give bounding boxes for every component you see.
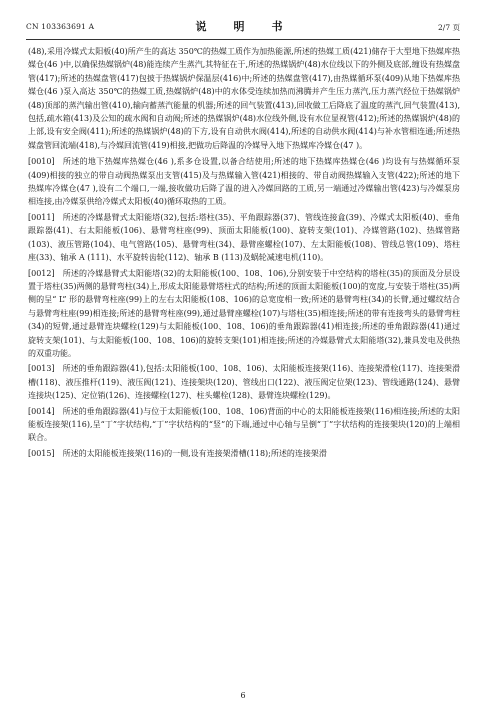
paragraph-text: (48),采用冷媒式太阳板(40)所产生的高达 350℃的热媒工质作为加热能源,所述的热媒工质(421)储存于大型地下热媒库热媒仓(46 )中,以确保热媒锅炉(48)能连续产生蒸汽,其特征在于,所述的热媒锅炉(48)水位线以下的外侧及底部,缠设有热媒盘管(417);所述的热媒盘管(417)包披于热媒锅炉保温层(416)中;所述的热媒盘管(417),由热媒循环泵(409)从地下热媒库热媒仓(46 )泵入高达 350℃的热媒工质,热媒锅炉(48)中的水体受连续加热而沸腾并产生压力蒸汽,压力蒸汽经位于热媒锅炉(48)顶部的蒸汽输出管(410),输向蓄蒸汽能量的机器;所述的回气装置(413),回收做工后降底了温度的蒸汽,回气装置(413),包括,疏水箱(413)及公知的疏水阀和自动阀;所述的热媒锅炉(48)水位线外侧,设有水位显视管(412);所述的热媒锅炉(48)的上部,设有安全阀(411);所述的热媒锅炉(48)的下方,设有自动供水阀(414),所述的自动供水阀(414)与补水管相连通;所述热媒盘管回流端(418),与冷媒回流管(419)相接,把做功后降温的冷媒导入地下热媒库冷媒仓(47 )。: [28, 47, 460, 150]
page-reference: 2/7 页: [438, 23, 460, 32]
document-title: 说 明 书: [195, 20, 291, 33]
header-divider: [26, 39, 460, 40]
paragraph-0015: [28, 447, 460, 460]
paragraph-0010: [28, 155, 460, 209]
paragraph-number: [0011]: [28, 212, 55, 222]
document-body: [28, 45, 460, 460]
page-number: 6: [240, 691, 246, 700]
paragraph-0011: [28, 211, 460, 265]
paragraph-text: 所述的垂角跟踪器(41),包括:太阳能板(100、108、106)、太阳能板连接架(116)、连接架滑栓(117)、连接架滑槽(118)、液压推杆(119)、液压阀(121)、连接架块(120)、管线出口(122)、液压阀定位架(123)、管线通路(124)、悬臂连接块(125)、定位销(126)、连接螺栓(127)、柱头螺栓(128)、悬臂连块螺栓(129)。: [28, 364, 460, 401]
document-number: CN 103363691 A: [26, 22, 95, 31]
paragraph-0013: [28, 362, 460, 402]
page-header: [26, 18, 460, 40]
paragraph-number: [0014]: [28, 406, 55, 416]
paragraph-text: 所述的垂角跟踪器(41)与位于太阳能板(100、108、106)背面的中心的太阳能板连接架(116)相连接;所述的太阳能板连接架(116),呈“丁”字状结构,“丁”字状结构的“竖”的下端,通过中心轴与呈倒“丁”字状结构的连接架块(120)的上端相联合。: [28, 406, 460, 443]
paragraph-0012: [28, 267, 460, 361]
paragraph-number: [0010]: [28, 157, 55, 167]
paragraph-text: 所述的冷媒悬臂式太阳能塔(32)的太阳能板(100、108、106),分别安装于中空结构的塔柱(35)的顶面及分层设置于塔柱(35)两侧的悬臂弯柱(34)上,形成太阳能悬臂塔柱式的结构;所述的顶面太阳能板(100)的宽度,与安装于塔柱(35)两侧的呈“ L” 形的悬臂弯柱座(99)上的左右太阳能板(108、106)的总宽度相一致;所述的悬臂弯柱(34)的长臂,通过螺纹结合与悬臂弯柱座(99)相连接;所述的悬臂弯柱座(99),通过悬臂座螺栓(107)与塔柱(35)相连接;所述的带有连接弯头的悬臂弯柱(34)的短臂,通过悬臂连块螺栓(129)与太阳能板(100、108、106)的垂角跟踪器(41)相连接;所述的垂角跟踪器(41)通过旋转支架(101)、与太阳能板(100、108、106)的旋转支架(101)相连接;所述的冷媒悬臂式太阳能塔(32),兼具发电及供热的双重功能。: [28, 268, 460, 358]
paragraph-text: 所述的冷媒悬臂式太阳能塔(32),包括:塔柱(35)、平角跟踪器(37)、管线连接盒(39)、冷媒式太阳板(40)、垂角跟踪器(41)、右太阳能板(106)、悬臂弯柱座(99)、顶面太阳能板(100)、旋转支架(101)、冷媒管路(102)、热媒管路(103)、液压管路(104)、电气管路(105)、悬臂弯柱(34)、悬臂座螺栓(107)、左太阳能板(108)、管线总管(109)、塔柱座(33)、轴承 A (111)、水平旋转齿轮(112)、轴承 B (113)及蜗轮减速电机(110)。: [28, 212, 460, 263]
paragraph-number: [0013]: [28, 364, 55, 374]
paragraph-text: 所述的地下热媒库热媒仓(46 ),系多仓设置,以备合结使用;所述的地下热媒库热媒仓(46 )均设有与热媒循环泵(409)相接的独立的带自动阀热媒泵出支管(415)及与热媒输入管(421)相接的、带自动阀热媒输入支管(422);所述的地下热媒库冷媒仓(47 ),设有二个端口,一端,接收做功后降了温的进入冷媒回路的工质,另一端通过冷媒输出管(423)与冷媒泵房相连接,由冷媒泵供给冷媒式太阳板(40)循环取热的工质。: [28, 157, 460, 207]
paragraph-text: 所述的太阳能板连接架(116)的一侧,设有连接架滑槽(118);所述的连接架滑: [62, 448, 327, 458]
paragraph-number: [0015]: [28, 448, 55, 458]
paragraph-continuation: [28, 45, 460, 152]
paragraph-0014: [28, 405, 460, 445]
paragraph-number: [0012]: [28, 268, 55, 278]
